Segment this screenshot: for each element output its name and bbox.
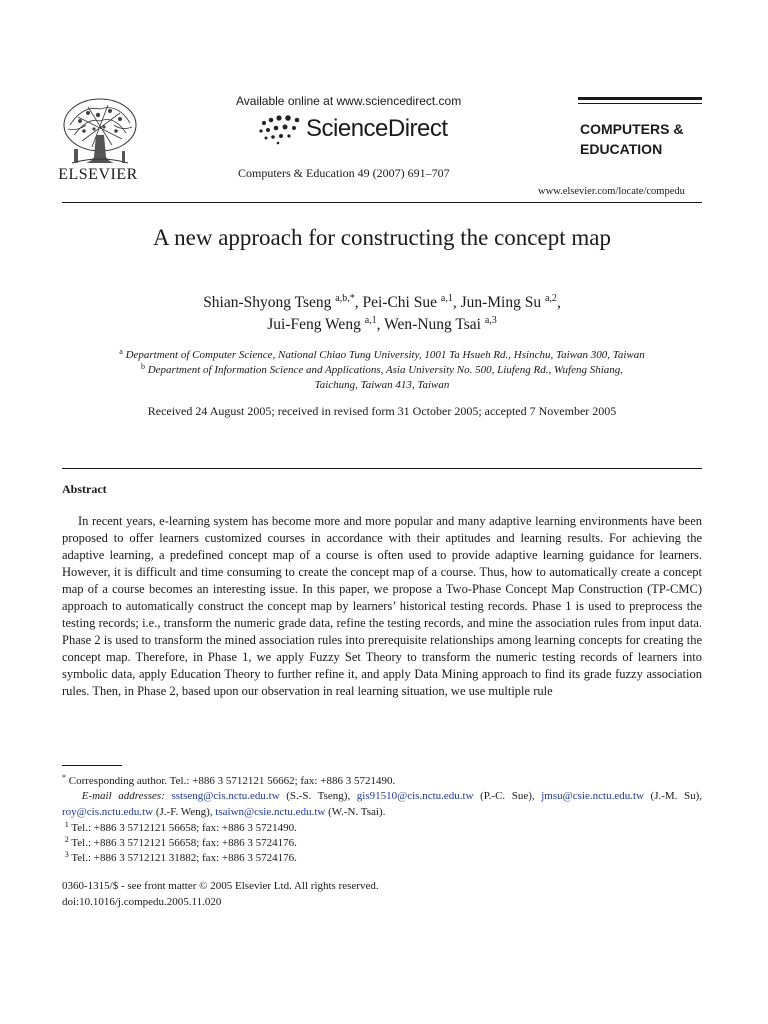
sciencedirect-wordmark: ScienceDirect	[306, 115, 448, 142]
email-link[interactable]: sstseng@cis.nctu.edu.tw	[171, 790, 280, 802]
email-owner: (J.-M. Su),	[650, 790, 703, 802]
affiliation-text: Department of Computer Science, National Chiao Tung University, 1001 Ta Hsueh Rd., Hsinchu, Taiwan 300, Taiwan	[125, 349, 645, 361]
abstract-heading: Abstract	[62, 482, 107, 496]
author-name: Shian-Shyong Tseng	[203, 294, 332, 311]
author-list: Shian-Shyong Tseng $^{a,b,*}$, Pei-Chi Sue $^{a,1}$, Jun-Ming Su $^{a,2}$, Jui-Feng Weng $^{a,1}$, Wen-Nung Tsai $^{a,3}$	[203, 293, 561, 333]
author-affiliation-mark: a,b,*	[335, 293, 355, 304]
telephone-note	[62, 835, 702, 851]
author-affiliation-mark: a,3	[484, 315, 497, 326]
corresponding-author-note	[62, 773, 702, 789]
footnote-text: Tel.: +886 3 5712121 31882; fax: +886 3 5724176.	[71, 852, 297, 864]
received-dates: Received 24 August 2005; received in revised form 31 October 2005; accepted 7 November 2005	[147, 404, 617, 418]
author-affiliation-mark: a,1	[364, 315, 377, 326]
abstract-body: In recent years, e-learning system has become more and more popular and many adaptive learning environments have been proposed to offer learners customized courses in accordance with their aptitudes and learning results. For achieving the adaptive learning, a predefined concept map of a course is often used to provide adaptive learning guidance for learners. However, it is difficult and time consuming to create the concept map of a course. Thus, how to automatically create a concept map of a course becomes an interesting issue. In this paper, we propose a Two-Phase Concept Map Construction (TP-CMC) approach to automatically construct the concept map by learners’ historical testing records. Phase 1 is used to preprocess the testing records; i.e., transform the numeric grade data, refine the testing records, and mine the association rules from input data. Phase 2 is used to transform the mined association rules into prerequisite relationships among learning concepts for creating the concept map. Therefore, in Phase 1, we apply Fuzzy Set Theory to transform the numeric testing records of learners into symbolic data, apply Education Theory to further refine it, and apply Data Mining approach to find its grade fuzzy association rules. Then, in Phase 2, based upon our observation in real learning situation, we use multiple rule	[62, 514, 702, 698]
journal-brand	[580, 119, 683, 159]
available-online-text: Available online at www.sciencedirect.com	[236, 94, 462, 108]
email-link[interactable]: tsaiwn@csie.nctu.edu.tw	[215, 806, 326, 818]
telephone-note	[62, 850, 702, 866]
email-owner: (P.-C. Sue),	[480, 790, 535, 802]
journal-brand-line2: EDUCATION	[580, 141, 663, 157]
footnote-text: Corresponding author. Tel.: +886 3 5712121 56662; fax: +886 3 5721490.	[68, 775, 396, 787]
header-divider	[62, 202, 702, 203]
author-name: Pei-Chi Sue	[362, 294, 437, 311]
email-owner: (J.-F. Weng),	[155, 806, 213, 818]
footnote-mark: *	[62, 773, 66, 782]
journal-reference: Computers & Education 49 (2007) 691–707	[238, 166, 450, 180]
publisher-name: ELSEVIER	[58, 166, 138, 183]
footnote-text: Tel.: +886 3 5712121 56658; fax: +886 3 5721490.	[71, 822, 297, 834]
email-link[interactable]: roy@cis.nctu.edu.tw	[62, 806, 154, 818]
affiliation-text: Taichung, Taiwan 413, Taiwan	[314, 379, 450, 391]
email-addresses-note	[62, 788, 702, 820]
brand-rule-top	[578, 97, 702, 100]
author-affiliation-mark: a,2	[544, 293, 557, 304]
footnote-mark: 2	[64, 835, 69, 844]
brand-rule-bottom	[578, 103, 702, 104]
author-name: Wen-Nung Tsai	[384, 316, 481, 333]
footnote-text: Tel.: +886 3 5712121 56658; fax: +886 3 5724176.	[71, 837, 297, 849]
email-owner: (S.-S. Tseng),	[286, 790, 351, 802]
telephone-note	[62, 820, 702, 836]
affiliations	[62, 348, 702, 393]
affiliation-text: Department of Information Science and Applications, Asia University No. 500, Liufeng Rd., Wufeng Shiang,	[147, 364, 624, 376]
footnote-mark: 1	[64, 820, 69, 829]
footnote-mark: 3	[64, 850, 69, 859]
email-label: E-mail addresses:	[81, 790, 165, 802]
journal-url[interactable]: www.elsevier.com/locate/compedu	[538, 186, 685, 197]
copyright-line: 0360-1315/$ - see front matter © 2005 Elsevier Ltd. All rights reserved.	[62, 880, 379, 892]
affiliation-mark: a	[119, 347, 123, 356]
email-owner: (W.-N. Tsai).	[328, 806, 386, 818]
affiliation-mark: b	[140, 362, 145, 371]
abstract-divider	[62, 468, 702, 469]
email-link[interactable]: jmsu@csie.nctu.edu.tw	[541, 790, 644, 802]
author-name: Jun-Ming Su	[460, 294, 542, 311]
doi-line[interactable]: doi:10.1016/j.compedu.2005.11.020	[62, 896, 222, 908]
journal-brand-line1: COMPUTERS &	[580, 121, 684, 137]
footnote-divider	[62, 765, 122, 766]
author-name: Jui-Feng Weng	[267, 316, 361, 333]
email-link[interactable]: gis91510@cis.nctu.edu.tw	[356, 790, 474, 802]
paper-title: A new approach for constructing the concept map	[153, 225, 611, 250]
sciencedirect-dots-logo-icon	[258, 113, 304, 147]
author-affiliation-mark: a,1	[440, 293, 453, 304]
